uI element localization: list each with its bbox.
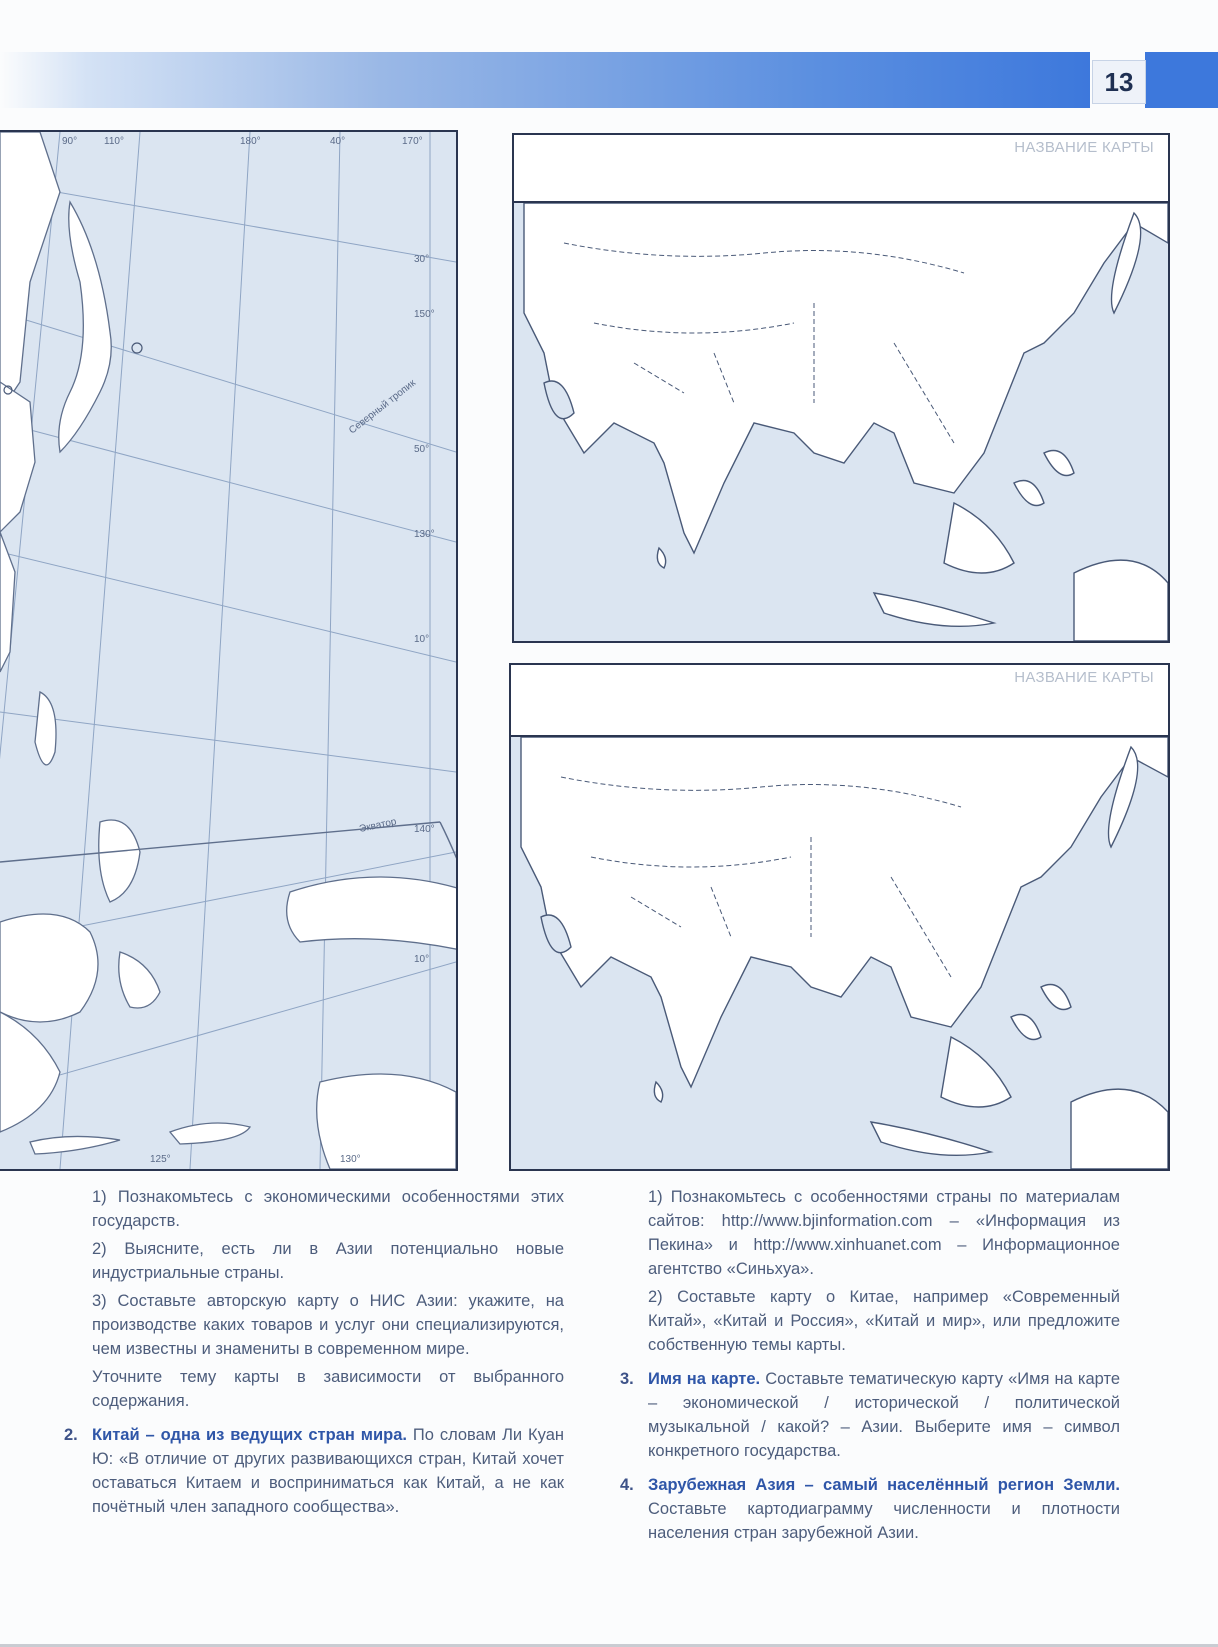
side-degree-label: 130° xyxy=(414,529,435,540)
asia-outline-map-1 xyxy=(512,133,1170,643)
tropic-label: Северный тропик xyxy=(347,377,418,437)
east-asia-map-drawing xyxy=(0,132,456,1169)
task-4 xyxy=(620,1473,1120,1545)
task-4-body: Составьте картодиаграмму численности и плотности населения стран зарубежной Азии. xyxy=(648,1500,1120,1542)
asia-outline-map-2 xyxy=(509,663,1170,1171)
top-degree-label: 110° xyxy=(104,136,124,147)
top-degree-label: 170° xyxy=(402,136,423,147)
side-degree-label: 50° xyxy=(414,444,430,455)
task-4-heading: Зарубежная Азия – самый населённый регион Земли. xyxy=(648,1476,1120,1494)
top-degree-label: 180° xyxy=(240,136,261,147)
left-item-2: 2) Выясните, есть ли в Азии потенциально новые индустриальные страны. xyxy=(92,1240,564,1282)
side-degree-label: 30° xyxy=(414,254,430,265)
side-degree-label: 10° xyxy=(414,954,430,965)
right-item-1: 1) Познакомьтесь с особенностями страны по материалам сайтов: http://www.bjinformation.com – «Информация из Пекина» и http://www.xinhuanet.com – Информационное агентство «Синьхуа». xyxy=(648,1188,1120,1278)
left-item-3: 3) Составьте авторскую карту о НИС Азии: укажите, на производстве каких товаров и услуг они специализируются, чем известны и знамениты в современном мире. xyxy=(92,1292,564,1358)
side-degree-label: 10° xyxy=(414,634,430,645)
task-4-number: 4. xyxy=(620,1476,634,1494)
page-number: 13 xyxy=(1092,60,1146,104)
task-3-body: Составьте тематическую карту «Имя на карте – экономической / исторической / политической музыкальной / какой? – Азии. Выберите имя – символ конкретного государства. xyxy=(648,1370,1120,1460)
asia-map-drawing-2 xyxy=(511,737,1168,1169)
task-2-number: 2. xyxy=(64,1426,78,1444)
bottom-degree-label: 125° xyxy=(150,1154,171,1165)
task-2-body: По словам Ли Куан Ю: «В отличие от других развивающихся стран, Китай хочет оставаться Китаем и восприниматься как Китай, а не как почётный член западного сообщества». xyxy=(92,1426,564,1516)
asia-map-drawing-1 xyxy=(514,203,1168,641)
right-item-2: 2) Составьте карту о Китае, например «Современный Китай», «Китай и Россия», «Китай и мир», или предложите собственную темы карты. xyxy=(648,1288,1120,1354)
task-2-heading: Китай – одна из ведущих стран мира. xyxy=(92,1426,407,1444)
east-asia-outline-map xyxy=(0,130,458,1171)
map-title-label-2: НАЗВАНИЕ КАРТЫ xyxy=(1014,669,1154,686)
task-3-heading: Имя на карте. xyxy=(648,1370,761,1388)
right-text-column xyxy=(620,1185,1120,1549)
left-text-column xyxy=(64,1185,564,1523)
equator-label: Экватор xyxy=(358,816,398,835)
map-title-label-1: НАЗВАНИЕ КАРТЫ xyxy=(1014,139,1154,156)
task-3-number: 3. xyxy=(620,1370,634,1388)
header-band-right xyxy=(1145,52,1218,108)
task-2 xyxy=(64,1423,564,1519)
map-title-band-2[interactable] xyxy=(511,665,1168,737)
bottom-degree-label: 130° xyxy=(340,1154,361,1165)
left-note: Уточните тему карты в зависимости от выбранного содержания. xyxy=(92,1368,564,1410)
left-item-1: 1) Познакомьтесь с экономическими особенностями этих государств. xyxy=(92,1188,564,1230)
top-degree-label: 40° xyxy=(330,136,346,147)
side-degree-label: 140° xyxy=(414,824,435,835)
top-degree-label: 90° xyxy=(62,136,78,147)
task-3 xyxy=(620,1367,1120,1463)
side-degree-label: 150° xyxy=(414,309,435,320)
map-title-band-1[interactable] xyxy=(514,135,1168,203)
header-gradient-band xyxy=(0,52,1090,108)
